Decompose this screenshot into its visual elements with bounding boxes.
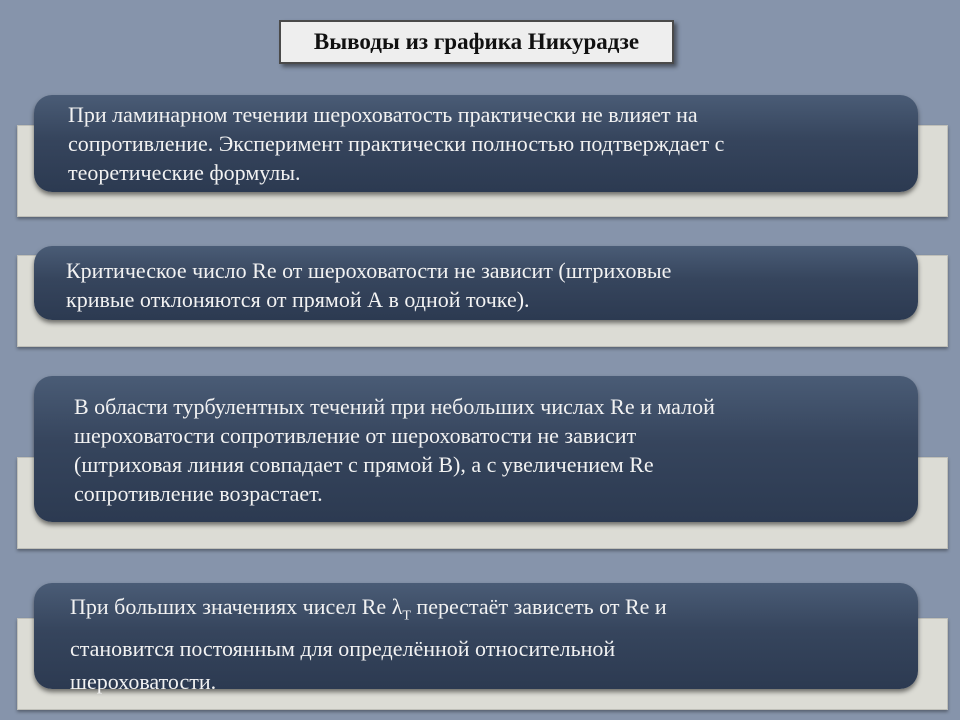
lambda-subscript: Т bbox=[402, 608, 411, 624]
item-2-text: Критическое число Re от шероховатости не зависит (штриховые кривые отклоняются от прямой А в одной точке). bbox=[66, 258, 672, 312]
item-1-text: При ламинарном течении шероховатость практически не влияет на сопротивление. Эксперимент практически полностью подтверждает с теоретические формулы. bbox=[68, 102, 725, 185]
item-4-text-before: При больших значениях чисел Re bbox=[70, 594, 392, 619]
item-4-text bbox=[70, 590, 918, 698]
item-4-card bbox=[34, 583, 918, 695]
slide-title: Выводы из графика Никурадзе bbox=[279, 20, 674, 64]
item-4-text-after: перестаёт зависеть от Re и становится постоянным для определённой относительной шероховатости. bbox=[70, 594, 667, 695]
item-3-text: В области турбулентных течений при небольших числах Re и малой шероховатости сопротивление от шероховатости не зависит (штриховая линия совпадает с прямой В), а с увеличением Re сопротивление возрастает. bbox=[74, 394, 715, 506]
item-3-card bbox=[34, 376, 918, 522]
item-2-card bbox=[34, 246, 918, 320]
lambda-symbol: λ bbox=[391, 594, 403, 619]
item-1-card bbox=[34, 95, 918, 192]
